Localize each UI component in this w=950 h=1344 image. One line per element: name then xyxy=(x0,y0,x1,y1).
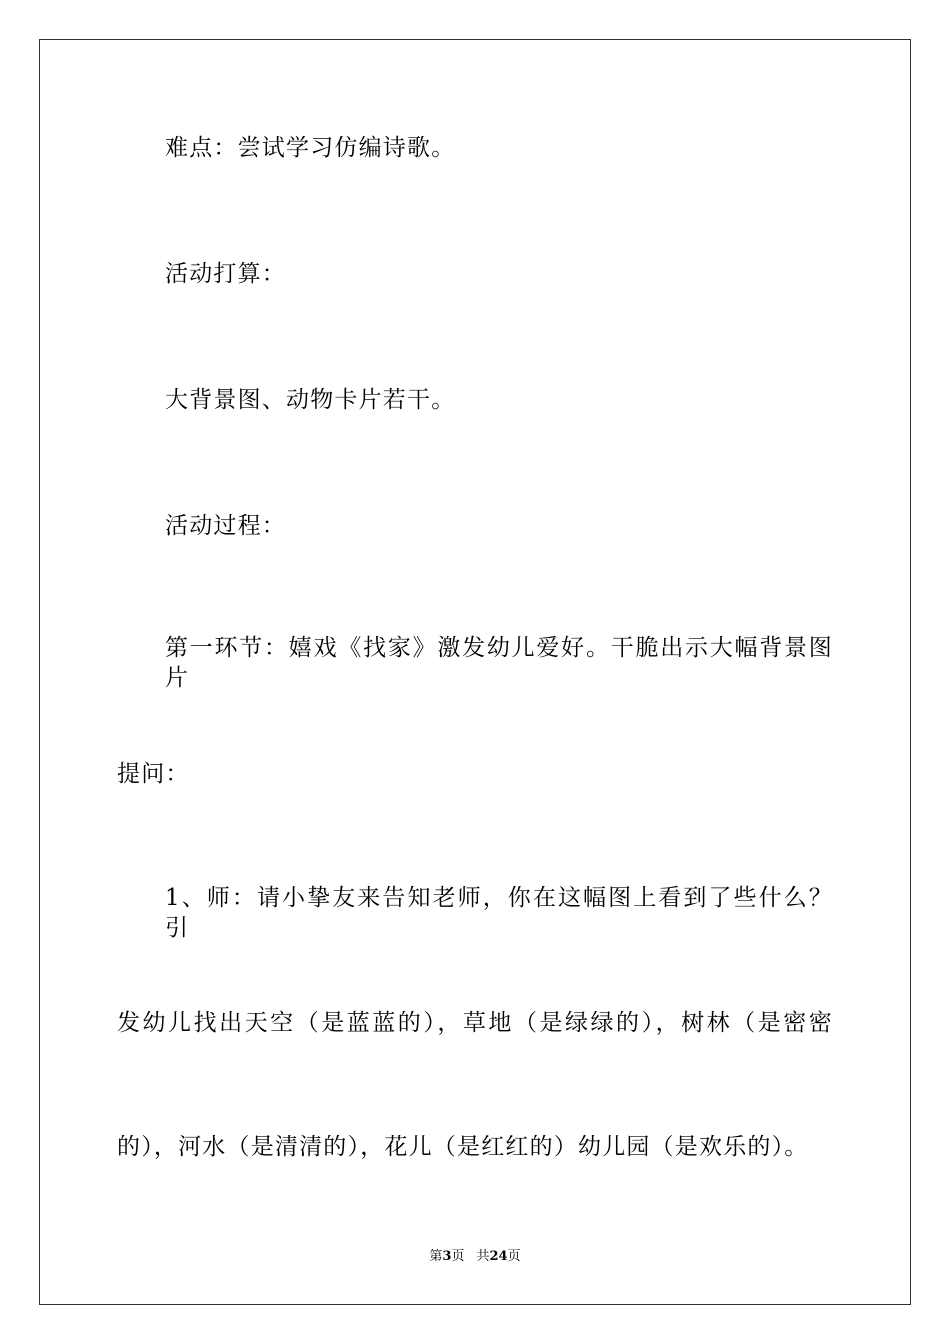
paragraph-materials: 大背景图、动物卡片若干。 xyxy=(165,387,456,413)
footer-total-suffix: 页 xyxy=(507,1249,521,1264)
paragraph-step-one-line1: 第一环节：嬉戏《找家》激发幼儿爱好。干脆出示大幅背景图片 xyxy=(165,635,833,691)
footer-page-suffix: 页 xyxy=(451,1249,465,1264)
paragraph-question-line3: 的），河水（是清清的），花儿（是红红的）幼儿园（是欢乐的）。 xyxy=(117,1134,809,1160)
paragraph-difficulty: 难点：尝试学习仿编诗歌。 xyxy=(165,135,456,161)
paragraph-question-line2: 发幼儿找出天空（是蓝蓝的），草地（是绿绿的），树林（是密密 xyxy=(117,1010,833,1036)
footer-total-pages: 24 xyxy=(489,1249,508,1264)
paragraph-step-one-line2: 提问： xyxy=(117,761,190,787)
footer-page-prefix: 第 xyxy=(429,1249,443,1264)
paragraph-process-heading: 活动过程： xyxy=(165,513,286,539)
paragraph-preparation-heading: 活动打算： xyxy=(165,261,286,287)
page-footer xyxy=(0,1248,950,1266)
footer-total-prefix: 共 xyxy=(476,1249,490,1264)
footer-page-number: 3 xyxy=(442,1249,452,1264)
paragraph-question-line1: 1、师：请小挚友来告知老师，你在这幅图上看到了些什么？引 xyxy=(165,885,833,941)
